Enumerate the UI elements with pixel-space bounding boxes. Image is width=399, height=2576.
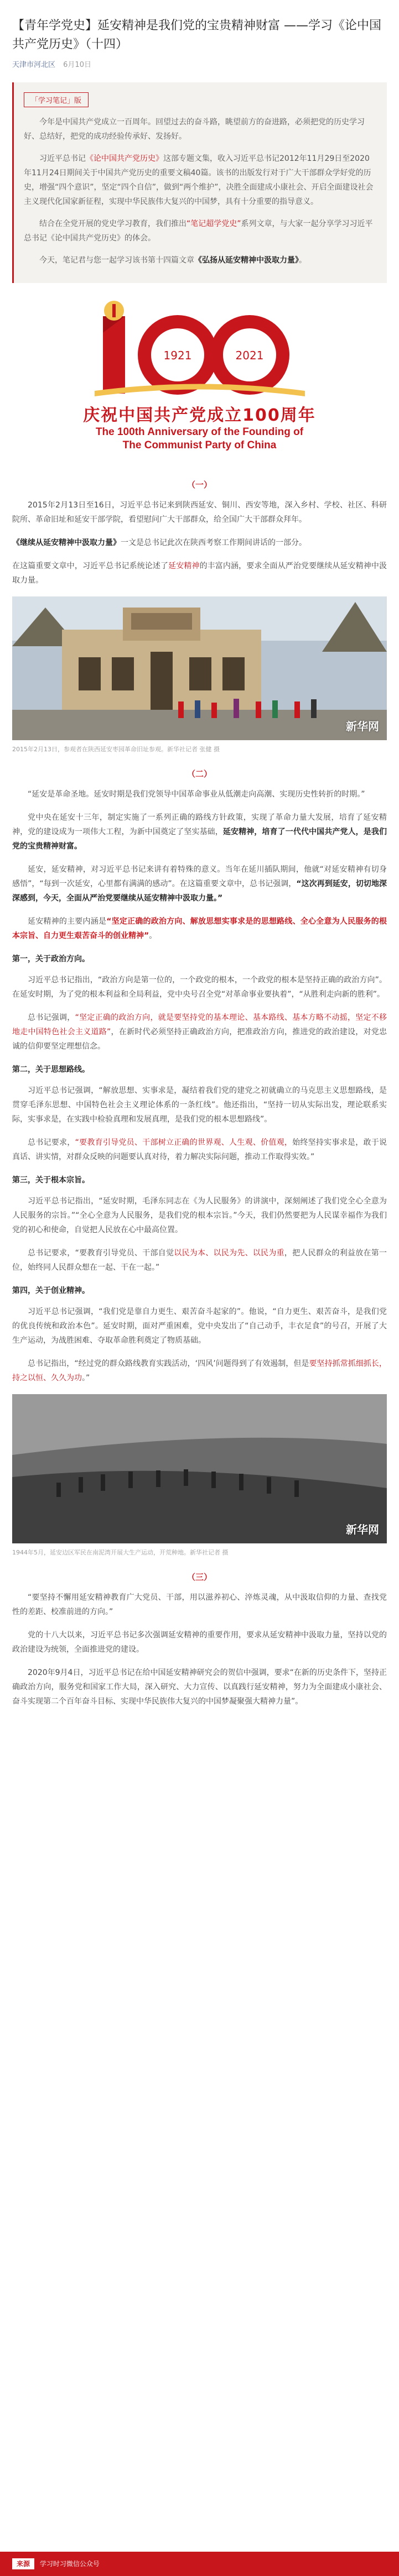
sub-heading: 第四，关于创业精神。 bbox=[12, 1286, 90, 1295]
paragraph: 党的十八大以来，习近平总书记多次强调延安精神的重要作用，要求从延安精神中汲取力量，坚持以党的政治建设为统领，全面推进党的建设。 bbox=[12, 1631, 387, 1654]
banner-title-en-line1: The 100th Anniversary of the Founding of bbox=[95, 426, 304, 438]
paragraph: 习近平总书记指出，“政治方向是第一位的，一个政党的根本，一个政党的根本是坚持正确的政治方向”。在延安时期，为了党的根本利益和全局利益，党中央号召全党“对革命事业要执着”，“从胜利走向新的胜利”。 bbox=[12, 976, 387, 999]
xinhua-watermark: 新华网 bbox=[346, 1524, 379, 1536]
chapter-title: 《继续从延安精神中汲取力量》 bbox=[12, 538, 121, 547]
paragraph: “要坚持不懈用延安精神教育广大党员、干部，用以滋养初心、淬炼灵魂，从中汲取信仰的力量、查找党性的差距、校准前进的方向。” bbox=[12, 1593, 387, 1616]
series-tag: 「学习笔记」版 bbox=[24, 92, 89, 107]
intro-box bbox=[12, 82, 387, 283]
year-right: 2021 bbox=[235, 349, 263, 362]
source-tag: 来源 bbox=[12, 2558, 34, 2569]
keyword: 延安精神 bbox=[168, 562, 200, 570]
photo-caption: 1944年5月，延安边区军民在南泥湾开展大生产运动，开荒种地。新华社记者 摄 bbox=[12, 1549, 229, 1556]
publish-date: 6月10日 bbox=[63, 61, 91, 69]
section-number: （二） bbox=[186, 769, 212, 779]
paragraph-text: 一文是总书记此次在陕西考察工作期间讲话的一部分。 bbox=[121, 538, 307, 547]
series-name: “笔记超学党史” bbox=[186, 219, 241, 228]
paragraph: “延安是革命圣地。延安时期是我们党领导中国革命事业从低潮走向高潮、实现历史性转折的时期。” bbox=[28, 790, 365, 799]
paragraph: 习近平总书记强调，“我们党是靠自力更生、艰苦奋斗起家的”。他说，“自力更生、艰苦奋斗，是我们党的优良传统和政治本色”。延安时期，面对严重困难，党中央发出了“自己动手，丰衣足食”的号召，开展了大生产运动，为战胜困难、夺取革命胜利奠定了物质基础。 bbox=[12, 1307, 387, 1345]
intro-text: 今天，笔记君与您一起学习该书第十四篇文章 bbox=[39, 256, 194, 265]
article-meta bbox=[12, 59, 387, 69]
paragraph bbox=[12, 559, 387, 588]
photo-caption: 2015年2月13日，参观者在陕西延安枣园革命旧址参观。新华社记者 张健 摄 bbox=[12, 746, 220, 753]
paragraph-text: 总书记要求， bbox=[28, 1138, 75, 1147]
paragraph: 习近平总书记强调，“解放思想、实事求是，凝结着我们党的建党之初就确立的马克思主义思想路线，是贯穿毛泽东思想、中国特色社会主义理论体系的一条红线”。他还指出，“坚持一切从实际出发，理论联系实际，实事求是，在实践中检验真理和发展真理，是我们党的根本思想路线”。 bbox=[12, 1086, 387, 1124]
paragraph bbox=[12, 1246, 387, 1275]
historic-photo-image bbox=[12, 1394, 387, 1543]
centenary-emblem bbox=[84, 300, 316, 399]
paragraph: 2020年9月4日，习近平总书记在给中国延安精神研究会的贺信中强调，要求“在新的历史条件下，坚持正确政治方向，服务党和国家工作大局，深入研究、大力宣传、以真践行延安精神，努力为全面建成小康社会、奋斗实现第二个百年奋斗目标、实现中华民族伟大复兴的中国梦凝聚强大精神力量”。 bbox=[12, 1668, 387, 1706]
intro-text: 。 bbox=[299, 256, 307, 265]
paragraph-text: 延安，延安精神，对习近平总书记来讲有着特殊的意义。当年在延川插队期间，他就“对延安精神有切身感悟”，“每到一次延安，心里都有满满的感动”。在这篇重要文章中，总书记强调， bbox=[12, 865, 387, 888]
paragraph-text: 总书记强调， bbox=[28, 1013, 75, 1022]
intro-text: 系列文章，与大家一起分享学习习近平总书记《论中国共产党历史》的体会。 bbox=[24, 219, 373, 243]
paragraph-text: 始终坚持实事求是，敢于说真话、讲实情，对群众反映的问题要认真对待，着力解决实际问题，推动工作取得实效。” bbox=[12, 1138, 387, 1161]
paragraph-text: 延安精神的主要内涵是 bbox=[28, 917, 107, 926]
sub-heading: 第一，关于政治方向。 bbox=[12, 955, 90, 964]
emphasis-red: “坚定正确的政治方向、解放思想实事求是的思想路线、全心全意为人民服务的根本宗旨、自力更生艰苦奋斗的创业精神” bbox=[12, 917, 387, 940]
paragraph-text: 。” bbox=[82, 1374, 90, 1383]
source-text: 学习时习微信公众号 bbox=[39, 2560, 100, 2568]
paragraph-text: 总书记要求，“要教育引导党员、干部自觉 bbox=[28, 1249, 174, 1258]
sub-heading: 第二，关于思想路线。 bbox=[12, 1065, 90, 1074]
intro-paragraph bbox=[24, 151, 377, 209]
section-number: （三） bbox=[186, 1572, 212, 1582]
paragraph bbox=[12, 1135, 387, 1164]
paragraph: 2015年2月13日至16日，习近平总书记来到陕西延安、铜川、西安等地，深入乡村、学校、社区、科研院所、革命旧址和延安干部学院，看望慰问广大干部群众，给全国广大干部群众拜年。 bbox=[12, 501, 387, 524]
article-title: 【青年学党史】延安精神是我们党的宝贵精神财富 ——学习《论中国共产党历史》（十四） bbox=[12, 19, 381, 51]
paragraph-text: ，在新时代必须坚持正确政治方向，把准政治方向，推进党的政治建设，对党忠诚的信仰要坚定理想信念。 bbox=[12, 1028, 387, 1051]
emphasis-red: “坚定正确的政治方向，就是要坚持党的基本理论、基本路线、基本方略不动摇，坚定不移地走中国特色社会主义道路” bbox=[12, 1013, 387, 1036]
emphasis: 延安精神，培育了一代代中国共产党人，是我们党的宝贵精神财富。 bbox=[12, 828, 387, 851]
paragraph bbox=[12, 536, 387, 550]
paragraph bbox=[12, 914, 387, 943]
account-name-link[interactable]: 天津市河北区 bbox=[12, 61, 56, 69]
source-footer bbox=[0, 2552, 399, 2576]
intro-paragraph bbox=[24, 217, 377, 245]
photo-yanan-hall bbox=[12, 596, 387, 740]
yanan-hall-image bbox=[12, 596, 387, 740]
emphasis: “这次再到延安，切切地深深感到，今天，全面从严治党要继续从延安精神中汲取力量。” bbox=[12, 879, 387, 903]
article-header bbox=[0, 0, 399, 77]
paragraph-text: 的丰富内涵，要求全面从严治党要继续从延安精神中汲取力量。 bbox=[12, 562, 387, 585]
paragraph bbox=[12, 1357, 387, 1385]
centenary-banner bbox=[12, 300, 387, 465]
banner-title-en-line2: The Communist Party of China bbox=[122, 439, 277, 451]
intro-paragraph bbox=[24, 253, 377, 268]
section-one bbox=[0, 498, 399, 588]
intro-paragraph: 今年是中国共产党成立一百周年。回望过去的奋斗路，眺望前方的奋进路，必须把党的历史学习好、总结好，把党的成功经验传承好、发扬好。 bbox=[24, 118, 365, 141]
paragraph: 习近平总书记指出，“延安时期，毛泽东同志在《为人民服务》的讲演中，深刻阐述了我们党全心全意为人民服务的宗旨。”“全心全意为人民服务，是我们党的根本宗旨。”今天，我们仍然要把为人民谋幸福作为我们党的初心和使命，自觉把人民放在心中最高位置。 bbox=[12, 1197, 387, 1234]
paragraph-text: 。 bbox=[149, 931, 157, 940]
paragraph-text: 在这篇重要文章中，习近平总书记系统论述了 bbox=[12, 562, 169, 570]
hammer-sickle-icon bbox=[104, 301, 124, 321]
paragraph bbox=[12, 862, 387, 905]
intro-text: 这部专题文集，收入习近平总书记2012年11月29日至2020年11月24日期间关于中国共产党历史的重要文稿40篇。该书的出版发行对于广大干部群众学好党的历史，增强“四个意识”，坚定“四个自信”，做到“两个维护”，决胜全面建成小康社会、开启全面建设社会主义现代化国家新征程，实现中华民族伟大复兴的中国梦，具有十分重要的指导意义。 bbox=[24, 154, 374, 206]
photo-historic-bw bbox=[12, 1394, 387, 1543]
year-left: 1921 bbox=[163, 349, 191, 362]
paragraph-text: 总书记指出，“经过党的群众路线教育实践活动，‘四风’问题得到了有效遏制，但是 bbox=[28, 1359, 309, 1368]
section-three bbox=[0, 1590, 399, 1709]
paragraph bbox=[12, 810, 387, 854]
banner-title-cn: 庆祝中国共产党成立100周年 bbox=[83, 406, 316, 425]
chapter-title: 《弘扬从延安精神中汲取力量》 bbox=[194, 256, 299, 265]
sub-heading: 第三，关于根本宗旨。 bbox=[12, 1176, 90, 1185]
paragraph-text: ，把人民群众的利益放在第一位，始终同人民群众想在一起、干在一起。” bbox=[12, 1249, 387, 1272]
paragraph bbox=[12, 1010, 387, 1054]
intro-text: 结合在全党开展的党史学习教育，我们推出 bbox=[39, 219, 186, 228]
section-two bbox=[0, 787, 399, 1385]
section-number: （一） bbox=[186, 480, 212, 490]
xinhua-watermark: 新华网 bbox=[346, 721, 379, 733]
paragraph-text: 党中央在延安十三年，制定实施了一系列正确的路线方针政策，实现了革命力量大发展，培育了延安精神，党的建设成为一项伟大工程，为新中国奠定了坚实基础， bbox=[12, 813, 387, 836]
intro-text: 习近平总书记 bbox=[39, 154, 86, 163]
emphasis-red: “要教育引导党员、干部树立正确的世界观、人生观、价值观， bbox=[75, 1138, 293, 1147]
emphasis-red: 要坚持抓常抓细抓长，持之以恒、久久为功 bbox=[12, 1359, 387, 1383]
emphasis-red: 以民为本、以民为先、以民为重 bbox=[174, 1249, 284, 1258]
book-title: 《论中国共产党历史》 bbox=[86, 154, 163, 163]
